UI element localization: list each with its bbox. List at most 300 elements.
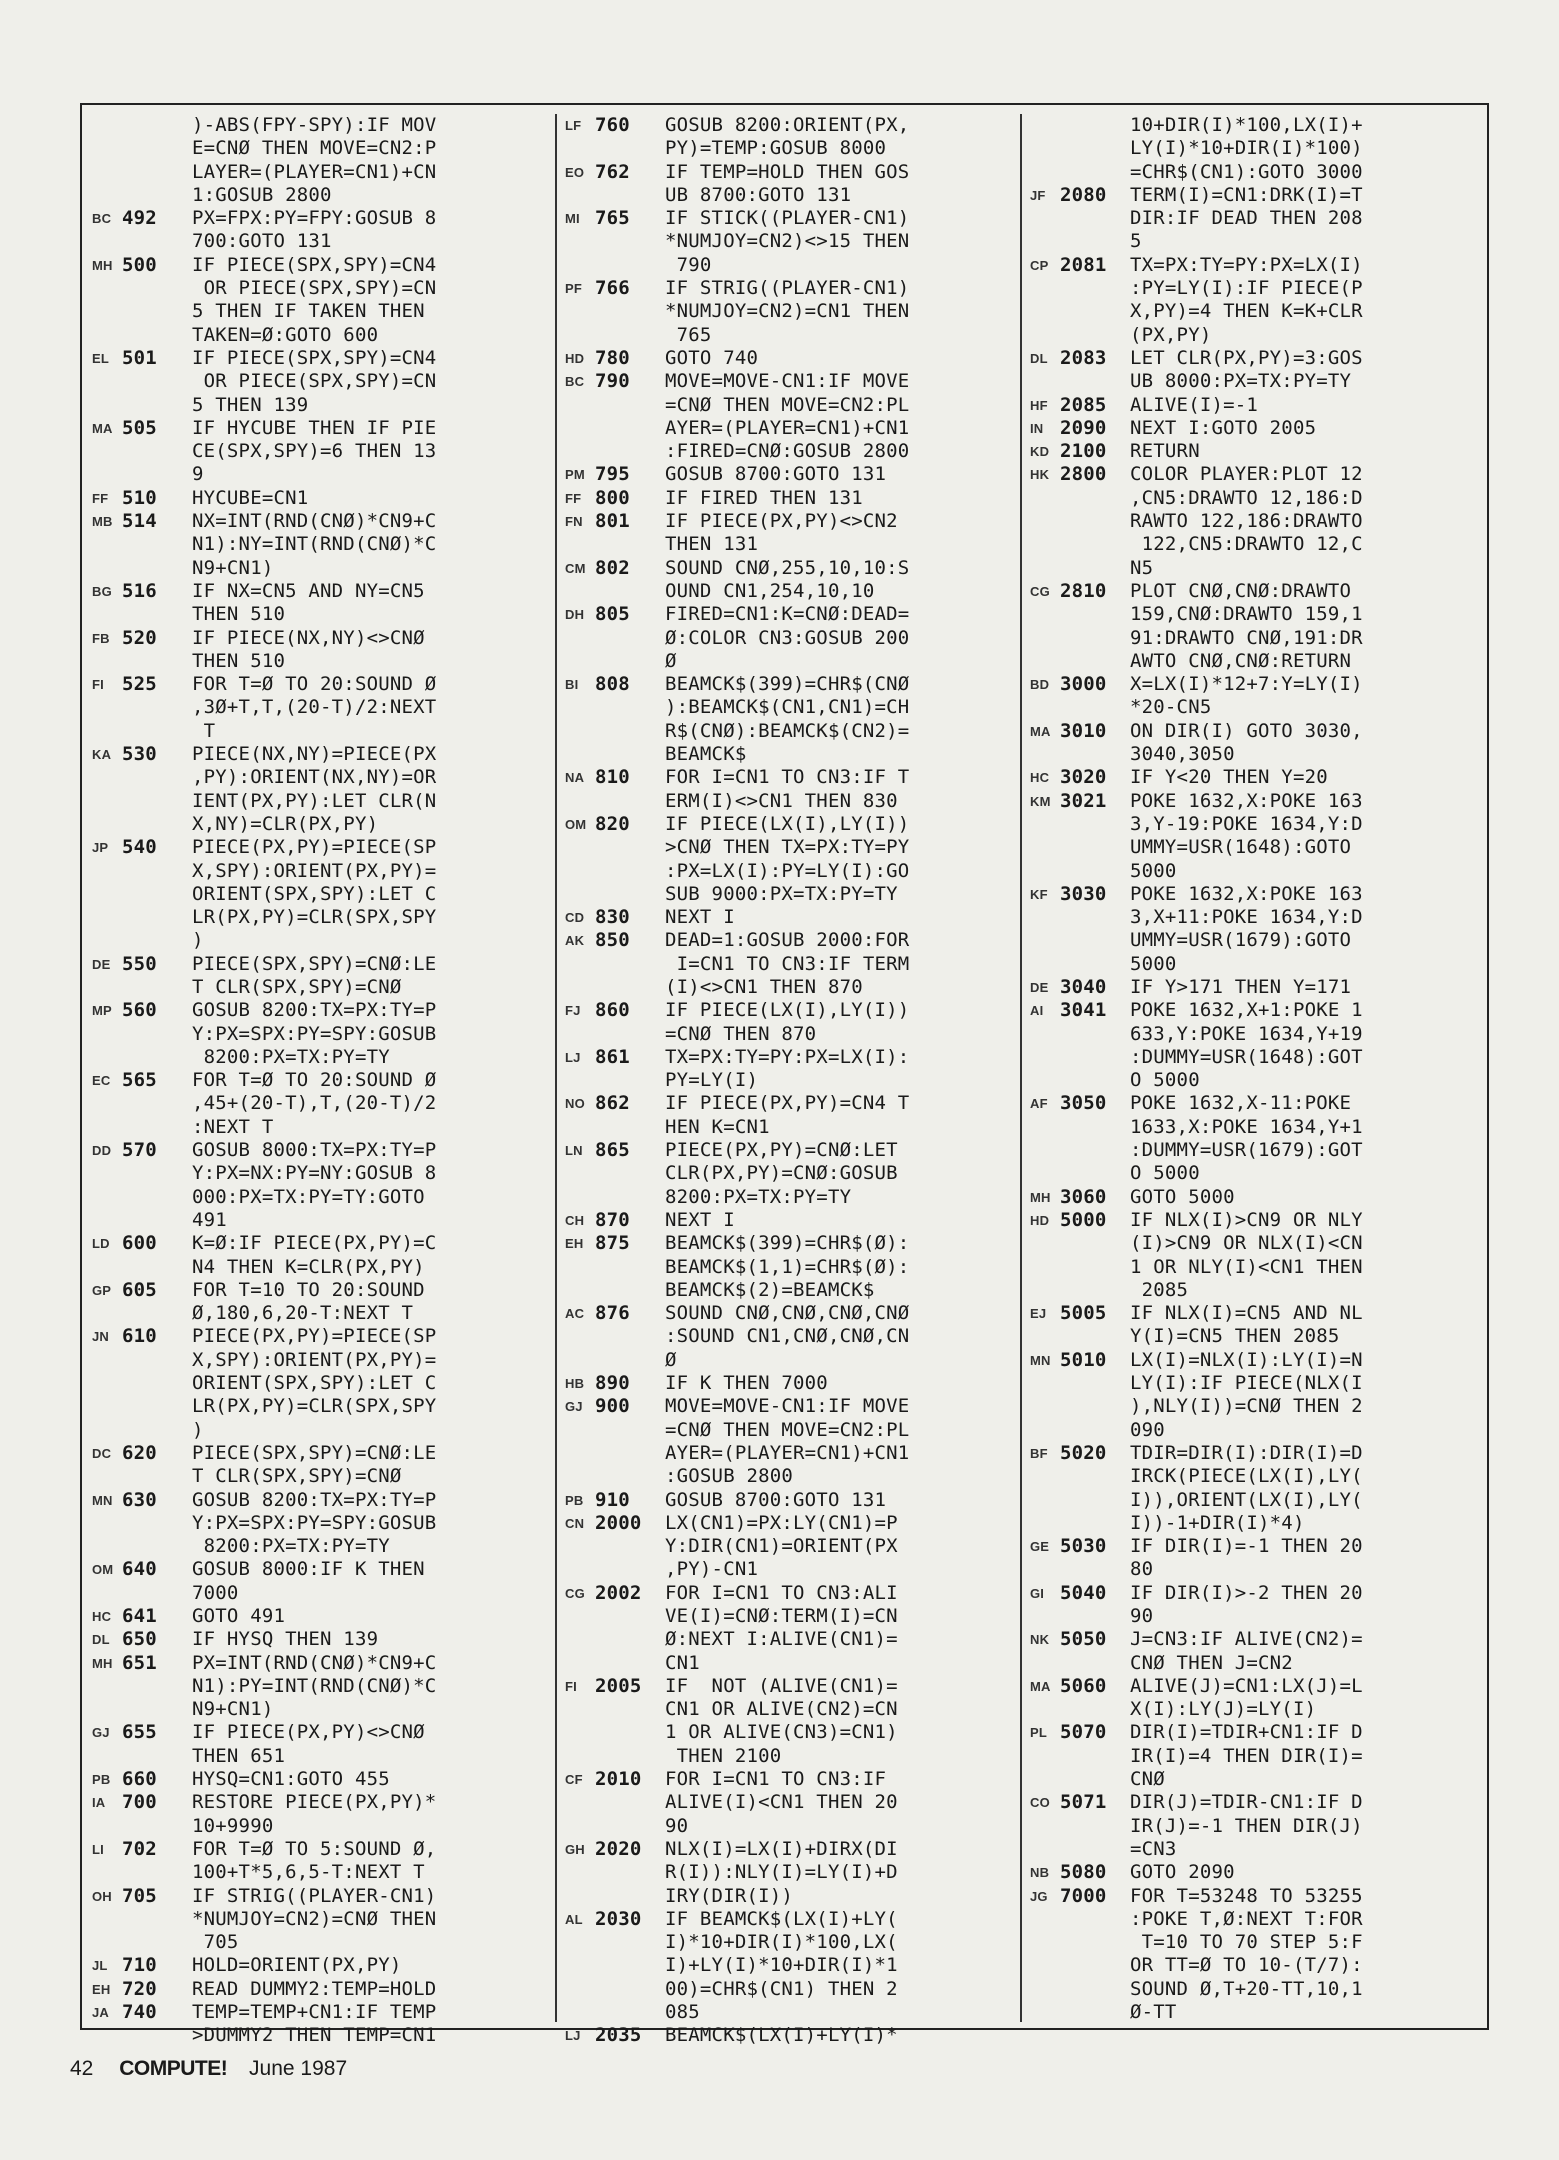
code-text: PY)=TEMP:GOSUB 8000 — [665, 137, 887, 160]
code-line — [1030, 766, 1485, 789]
code-line — [92, 1162, 547, 1185]
code-text: 491 — [192, 1208, 227, 1231]
code-text: HYCUBE=CN1 — [192, 486, 309, 509]
code-text: X,SPY):ORIENT(PX,PY)= — [192, 1348, 437, 1371]
code-text: 122,CN5:DRAWTO 12,C — [1130, 533, 1363, 556]
code-text: LX(I)=NLX(I):LY(I)=N — [1130, 1348, 1363, 1371]
code-line — [565, 1139, 1020, 1162]
code-line — [1030, 277, 1485, 300]
code-text: FOR I=CN1 TO CN3:IF — [665, 1768, 887, 1791]
code-line — [92, 929, 547, 952]
code-text: (I)<>CN1 THEN 870 — [665, 975, 863, 998]
code-line — [565, 1768, 1020, 1791]
code-text: IF NOT (ALIVE(CN1)= — [665, 1674, 898, 1697]
line-number: 820 — [595, 812, 630, 835]
code-text: BEAMCK$(2)=BEAMCK$ — [665, 1278, 875, 1301]
code-text: NEXT I — [665, 906, 735, 929]
line-number: 505 — [122, 416, 157, 439]
code-text: ERM(I)<>CN1 THEN 830 — [665, 789, 898, 812]
checksum-code: JL — [92, 1958, 108, 1974]
code-line — [1030, 813, 1485, 836]
code-line — [1030, 2001, 1485, 2024]
code-text: =CNØ THEN 870 — [665, 1022, 817, 1045]
code-text: ):BEAMCK$(CN1,CN1)=CH — [665, 696, 910, 719]
code-line — [1030, 1954, 1485, 1977]
code-line — [565, 137, 1020, 160]
code-text: IF BEAMCK$(LX(I)+LY( — [665, 1907, 898, 1930]
code-line — [1030, 1535, 1485, 1558]
code-text: X=LX(I)*12+7:Y=LY(I) — [1130, 673, 1363, 696]
code-text: LR(PX,PY)=CLR(SPX,SPY — [192, 906, 437, 929]
code-line — [565, 1209, 1020, 1232]
code-text: :FIRED=CNØ:GOSUB 2800 — [665, 440, 910, 463]
code-text: ORIENT(SPX,SPY):LET C — [192, 882, 437, 905]
code-line — [1030, 557, 1485, 580]
line-number: 3060 — [1060, 1185, 1107, 1208]
code-text: X(I):LY(J)=LY(I) — [1130, 1698, 1317, 1721]
line-number: 850 — [595, 929, 630, 952]
code-text: CNØ — [1130, 1768, 1165, 1791]
code-line — [565, 184, 1020, 207]
code-text: CLR(PX,PY)=CNØ:GOSUB — [665, 1162, 898, 1185]
checksum-code: IA — [92, 1795, 106, 1811]
code-line — [565, 1325, 1020, 1348]
checksum-code: PB — [92, 1772, 111, 1788]
code-line — [565, 1372, 1020, 1395]
code-line — [1030, 836, 1485, 859]
line-number: 2083 — [1060, 346, 1107, 369]
code-text: BEAMCK$(1,1)=CHR$(Ø): — [665, 1255, 910, 1278]
checksum-code: NO — [565, 1096, 585, 1112]
code-line — [1030, 1652, 1485, 1675]
code-text: 790 — [665, 253, 712, 276]
line-number: 808 — [595, 673, 630, 696]
code-text: SOUND Ø,T+20-TT,10,1 — [1130, 1977, 1363, 2000]
line-number: 3050 — [1060, 1092, 1107, 1115]
code-line — [1030, 1139, 1485, 1162]
code-text: IF STRIG((PLAYER-CN1) — [665, 277, 910, 300]
code-line — [92, 184, 547, 207]
code-text: Ø,180,6,20-T:NEXT T — [192, 1302, 414, 1325]
code-text: PIECE(SPX,SPY)=CNØ:LE — [192, 952, 437, 975]
code-text: =CNØ THEN MOVE=CN2:PL — [665, 1418, 910, 1441]
code-line — [92, 1558, 547, 1581]
code-line — [92, 114, 547, 137]
code-line — [1030, 1908, 1485, 1931]
code-text: N1):PY=INT(RND(CNØ)*C — [192, 1674, 437, 1697]
code-line — [1030, 1325, 1485, 1348]
code-text: 7000 — [192, 1581, 239, 1604]
code-line — [1030, 1116, 1485, 1139]
line-number: 700 — [122, 1791, 157, 1814]
code-text: Y:PX=SPX:PY=SPY:GOSUB — [192, 1511, 437, 1534]
checksum-code: GE — [1030, 1539, 1050, 1555]
code-line — [92, 999, 547, 1022]
code-text: =CNØ THEN MOVE=CN2:PL — [665, 393, 910, 416]
checksum-code: AI — [1030, 1003, 1044, 1019]
code-text: R(I)):NLY(I)=LY(I)+D — [665, 1861, 898, 1884]
code-text: 10+9990 — [192, 1814, 274, 1837]
code-text: FOR I=CN1 TO CN3:IF T — [665, 766, 910, 789]
code-line — [565, 1721, 1020, 1744]
code-line — [565, 557, 1020, 580]
code-text: PY=LY(I) — [665, 1069, 759, 1092]
code-text: IF DIR(I)>-2 THEN 20 — [1130, 1581, 1363, 1604]
checksum-code: LF — [565, 118, 582, 133]
code-line — [92, 1861, 547, 1884]
code-text: T CLR(SPX,SPY)=CNØ — [192, 1465, 402, 1488]
code-text: :DUMMY=USR(1679):GOT — [1130, 1139, 1363, 1162]
code-line — [1030, 1232, 1485, 1255]
line-number: 2010 — [595, 1768, 642, 1791]
line-number: 2035 — [595, 2024, 642, 2047]
line-number: 875 — [595, 1232, 630, 1255]
code-text: *NUMJOY=CN2)=CNØ THEN — [192, 1907, 437, 1930]
code-line — [565, 1046, 1020, 1069]
code-line — [1030, 533, 1485, 556]
code-line — [92, 230, 547, 253]
code-line — [92, 1302, 547, 1325]
code-text: ORIENT(SPX,SPY):LET C — [192, 1372, 437, 1395]
code-line — [92, 813, 547, 836]
code-line — [1030, 114, 1485, 137]
code-line — [1030, 650, 1485, 673]
line-number: 805 — [595, 603, 630, 626]
code-line — [565, 953, 1020, 976]
checksum-code: KM — [1030, 793, 1051, 809]
code-line — [1030, 1791, 1485, 1814]
line-number: 2085 — [1060, 393, 1107, 416]
line-number: 2000 — [595, 1511, 642, 1534]
line-number: 570 — [122, 1139, 157, 1162]
code-line — [92, 953, 547, 976]
code-line — [92, 580, 547, 603]
code-text: Ø — [665, 649, 677, 672]
code-line — [565, 1279, 1020, 1302]
code-line — [565, 2001, 1020, 2024]
code-text: CN1 — [665, 1651, 700, 1674]
code-line — [1030, 300, 1485, 323]
line-number: 762 — [595, 160, 630, 183]
line-number: 514 — [122, 510, 157, 533]
checksum-code: GJ — [92, 1725, 110, 1741]
code-text: UMMY=USR(1679):GOTO — [1130, 929, 1352, 952]
checksum-code: OM — [565, 816, 587, 832]
code-line — [565, 1535, 1020, 1558]
code-text: RAWTO 122,186:DRAWTO — [1130, 510, 1363, 533]
code-text: N4 THEN K=CLR(PX,PY) — [192, 1255, 425, 1278]
code-line — [92, 394, 547, 417]
code-line — [1030, 1023, 1485, 1046]
checksum-code: MP — [92, 1003, 112, 1019]
code-line — [92, 1279, 547, 1302]
code-text: IF PIECE(LX(I),LY(I)) — [665, 812, 910, 835]
checksum-code: MH — [92, 257, 113, 273]
code-text: N1):NY=INT(RND(CNØ)*C — [192, 533, 437, 556]
line-number: 830 — [595, 906, 630, 929]
line-number: 510 — [122, 486, 157, 509]
code-line — [1030, 976, 1485, 999]
code-line — [565, 1978, 1020, 2001]
code-line — [1030, 394, 1485, 417]
code-text: GOTO 740 — [665, 346, 759, 369]
code-line — [565, 277, 1020, 300]
checksum-code: BC — [92, 211, 112, 227]
code-text: X,SPY):ORIENT(PX,PY)= — [192, 859, 437, 882]
code-line — [1030, 580, 1485, 603]
line-number: 530 — [122, 743, 157, 766]
code-line — [1030, 1302, 1485, 1325]
code-text: 91:DRAWTO CNØ,191:DR — [1130, 626, 1363, 649]
code-line — [1030, 1838, 1485, 1861]
code-line — [92, 370, 547, 393]
checksum-code: MN — [92, 1492, 113, 1508]
code-line — [92, 603, 547, 626]
checksum-code: JN — [92, 1329, 110, 1345]
code-line — [92, 1885, 547, 1908]
code-text: THEN 131 — [665, 533, 759, 556]
line-number: 540 — [122, 836, 157, 859]
code-text: GOSUB 8200:TX=PX:TY=P — [192, 999, 437, 1022]
checksum-code: LJ — [565, 2028, 581, 2044]
line-number: 501 — [122, 346, 157, 369]
code-line — [92, 906, 547, 929]
code-text: AWTO CNØ,CNØ:RETURN — [1130, 649, 1352, 672]
checksum-code: FF — [565, 490, 582, 506]
code-text: 5000 — [1130, 952, 1177, 975]
checksum-code: CG — [565, 1585, 585, 1601]
code-line — [92, 883, 547, 906]
code-line — [565, 1395, 1020, 1418]
line-number: 720 — [122, 1977, 157, 2000]
line-number: 800 — [595, 486, 630, 509]
code-line — [1030, 1628, 1485, 1651]
code-text: ,45+(20-T),T,(20-T)/2 — [192, 1092, 437, 1115]
magazine-name: COMPUTE! — [119, 2057, 228, 2080]
code-text: >DUMMY2 THEN TEMP=CN1 — [192, 2024, 437, 2047]
line-number: 862 — [595, 1092, 630, 1115]
checksum-code: CF — [565, 1772, 583, 1788]
line-number: 605 — [122, 1278, 157, 1301]
code-text: I))-1+DIR(I)*4) — [1130, 1511, 1305, 1534]
line-number: 861 — [595, 1045, 630, 1068]
checksum-code: KD — [1030, 444, 1050, 460]
code-line — [565, 161, 1020, 184]
line-number: 5030 — [1060, 1535, 1107, 1558]
code-line — [1030, 1279, 1485, 1302]
code-text: ALIVE(I)=-1 — [1130, 393, 1259, 416]
code-text: ON DIR(I) GOTO 3030, — [1130, 719, 1363, 742]
code-text: PIECE(PX,PY)=CNØ:LET — [665, 1139, 898, 1162]
code-text: CNØ THEN J=CN2 — [1130, 1651, 1293, 1674]
code-text: ),NLY(I))=CNØ THEN 2 — [1130, 1395, 1363, 1418]
code-text: IF HYSQ THEN 139 — [192, 1628, 379, 1651]
line-number: 876 — [595, 1302, 630, 1325]
code-text: HEN K=CN1 — [665, 1115, 770, 1138]
code-line — [565, 1815, 1020, 1838]
line-number: 2080 — [1060, 183, 1107, 206]
code-text: 1 OR ALIVE(CN3)=CN1) — [665, 1721, 898, 1744]
code-text: GOTO 2090 — [1130, 1861, 1235, 1884]
code-line — [1030, 1861, 1485, 1884]
code-line — [565, 1628, 1020, 1651]
code-text: N5 — [1130, 556, 1154, 579]
code-text: SOUND CNØ,CNØ,CNØ,CNØ — [665, 1302, 910, 1325]
code-text: Ø:COLOR CN3:GOSUB 200 — [665, 626, 910, 649]
code-text: TX=PX:TY=PY:PX=LX(I) — [1130, 253, 1363, 276]
code-text: T CLR(SPX,SPY)=CNØ — [192, 975, 402, 998]
code-line — [1030, 929, 1485, 952]
code-text: Ø:NEXT I:ALIVE(CN1)= — [665, 1628, 898, 1651]
code-line — [1030, 1768, 1485, 1791]
line-number: 5080 — [1060, 1861, 1107, 1884]
code-text: CE(SPX,SPY)=6 THEN 13 — [192, 440, 437, 463]
code-line — [565, 1442, 1020, 1465]
checksum-code: NK — [1030, 1632, 1050, 1648]
code-line — [565, 580, 1020, 603]
code-line — [565, 2024, 1020, 2047]
checksum-code: EJ — [1030, 1306, 1047, 1322]
code-text: 705 — [192, 1931, 239, 1954]
code-text: DEAD=1:GOSUB 2000:FOR — [665, 929, 910, 952]
line-number: 780 — [595, 346, 630, 369]
code-line — [92, 1092, 547, 1115]
code-text: GOSUB 8000:TX=PX:TY=P — [192, 1139, 437, 1162]
code-line — [565, 1186, 1020, 1209]
code-line — [1030, 254, 1485, 277]
code-line — [92, 324, 547, 347]
code-text: IF STICK((PLAYER-CN1) — [665, 207, 910, 230]
code-line — [565, 883, 1020, 906]
checksum-code: DC — [92, 1445, 112, 1461]
code-line — [1030, 1442, 1485, 1465]
checksum-code: EC — [92, 1073, 111, 1089]
code-line — [92, 1186, 547, 1209]
code-line — [565, 1931, 1020, 1954]
code-text: :PX=LX(I):PY=LY(I):GO — [665, 859, 910, 882]
code-line — [565, 720, 1020, 743]
code-text: 159,CNØ:DRAWTO 159,1 — [1130, 603, 1363, 626]
code-line — [92, 1209, 547, 1232]
code-text: *NUMJOY=CN2)<>15 THEN — [665, 230, 910, 253]
code-text: I)*10+DIR(I)*100,LX( — [665, 1931, 898, 1954]
line-number: 3020 — [1060, 766, 1107, 789]
code-text: K=Ø:IF PIECE(PX,PY)=C — [192, 1232, 437, 1255]
line-number: 7000 — [1060, 1884, 1107, 1907]
line-number: 3010 — [1060, 719, 1107, 742]
code-line — [565, 906, 1020, 929]
code-text: 633,Y:POKE 1634,Y+19 — [1130, 1022, 1363, 1045]
code-line — [565, 230, 1020, 253]
code-line — [92, 137, 547, 160]
code-text: HYSQ=CN1:GOTO 455 — [192, 1768, 390, 1791]
line-number: 2800 — [1060, 463, 1107, 486]
code-line — [92, 1931, 547, 1954]
code-text: FOR T=Ø TO 5:SOUND Ø, — [192, 1837, 437, 1860]
line-number: 2002 — [595, 1581, 642, 1604]
line-number: 640 — [122, 1558, 157, 1581]
checksum-code: CN — [565, 1515, 585, 1531]
code-line — [1030, 417, 1485, 440]
line-number: 740 — [122, 2001, 157, 2024]
code-text: BEAMCK$ — [665, 743, 747, 766]
code-text: IF HYCUBE THEN IF PIE — [192, 416, 437, 439]
code-line — [565, 1582, 1020, 1605]
code-text: POKE 1632,X:POKE 163 — [1130, 789, 1363, 812]
code-text: 9 — [192, 463, 204, 486]
code-line — [1030, 1419, 1485, 1442]
code-line — [565, 650, 1020, 673]
code-line — [565, 1745, 1020, 1768]
code-text: :SOUND CN1,CNØ,CNØ,CN — [665, 1325, 910, 1348]
code-line — [565, 1908, 1020, 1931]
line-number: 2020 — [595, 1837, 642, 1860]
code-line — [1030, 999, 1485, 1022]
code-text: IF FIRED THEN 131 — [665, 486, 863, 509]
code-text: E=CNØ THEN MOVE=CN2:P — [192, 137, 437, 160]
code-text: MOVE=MOVE-CN1:IF MOVE — [665, 1395, 910, 1418]
code-line — [92, 277, 547, 300]
code-text: 10+DIR(I)*100,LX(I)+ — [1130, 114, 1363, 136]
code-text: O 5000 — [1130, 1162, 1200, 1185]
checksum-code: MB — [92, 514, 113, 530]
code-line — [1030, 1489, 1485, 1512]
code-line — [565, 860, 1020, 883]
line-number: 5005 — [1060, 1302, 1107, 1325]
code-line — [1030, 463, 1485, 486]
code-text: 085 — [665, 2001, 700, 2024]
code-text: N9+CN1) — [192, 1698, 274, 1721]
checksum-code: MH — [92, 1655, 113, 1671]
code-line — [92, 1069, 547, 1092]
code-line — [92, 1325, 547, 1348]
code-line — [1030, 1512, 1485, 1535]
checksum-code: CP — [1030, 257, 1049, 273]
code-line — [1030, 1558, 1485, 1581]
checksum-code: LD — [92, 1236, 110, 1252]
code-line — [565, 1605, 1020, 1628]
code-text: 90 — [1130, 1605, 1154, 1627]
code-line — [565, 417, 1020, 440]
code-line — [92, 1908, 547, 1931]
code-text: TEMP=TEMP+CN1:IF TEMP — [192, 2001, 437, 2024]
code-text: TAKEN=Ø:GOTO 600 — [192, 323, 379, 346]
code-text: IF PIECE(PX,PY)<>CNØ — [192, 1721, 425, 1744]
line-number: 500 — [122, 253, 157, 276]
checksum-code: JG — [1030, 1888, 1048, 1904]
code-line — [565, 976, 1020, 999]
checksum-code: GH — [565, 1841, 585, 1857]
code-line — [92, 417, 547, 440]
code-text: I)+LY(I)*10+DIR(I)*1 — [665, 1954, 898, 1977]
code-line — [92, 1675, 547, 1698]
code-text: )-ABS(FPY-SPY):IF MOV — [192, 114, 437, 136]
code-text: OUND CN1,254,10,10 — [665, 579, 875, 602]
line-number: 565 — [122, 1069, 157, 1092]
code-text: IR(I)=4 THEN DIR(I)= — [1130, 1744, 1363, 1767]
line-number: 3030 — [1060, 882, 1107, 905]
code-text: >CNØ THEN TX=PX:TY=PY — [665, 836, 910, 859]
code-line — [1030, 673, 1485, 696]
line-number: 710 — [122, 1954, 157, 1977]
code-line — [565, 1069, 1020, 1092]
line-number: 2005 — [595, 1674, 642, 1697]
code-line — [1030, 860, 1485, 883]
code-text: SOUND CNØ,255,10,10:S — [665, 556, 910, 579]
code-text: :PY=LY(I):IF PIECE(P — [1130, 277, 1363, 300]
code-line — [1030, 1046, 1485, 1069]
checksum-code: NA — [565, 770, 585, 786]
